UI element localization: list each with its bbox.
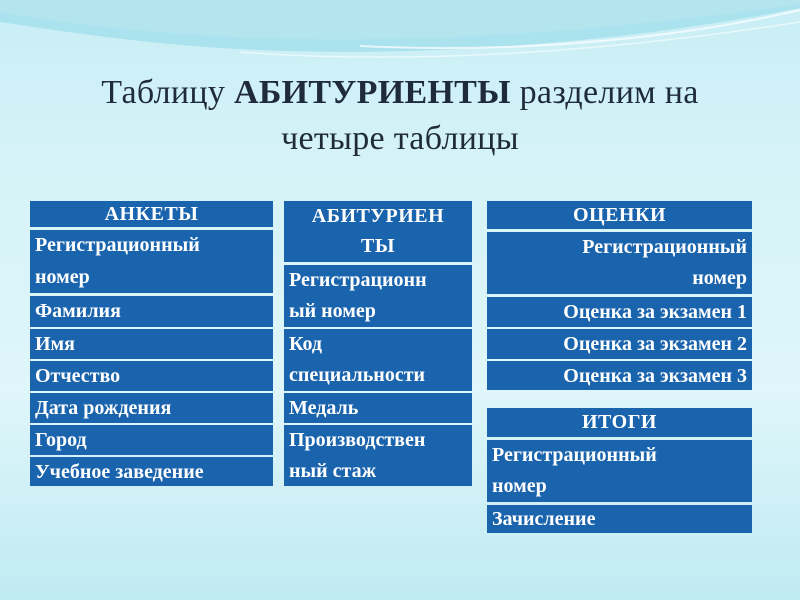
table-cell: Код: [284, 329, 472, 360]
table-cell: Оценка за экзамен 1: [487, 297, 752, 327]
table-cell: Отчество: [30, 361, 273, 391]
table-cell: Регистрационный: [30, 230, 273, 262]
table-header: ИТОГИ: [487, 408, 752, 437]
table-cell: Город: [30, 425, 273, 455]
table-header: АНКЕТЫ: [30, 201, 273, 227]
table-cell: Оценка за экзамен 3: [487, 361, 752, 390]
page-title: [0, 70, 800, 162]
table-header-continued: ТЫ: [284, 231, 472, 262]
table-header: АБИТУРИЕН: [284, 201, 472, 231]
table-cell: Медаль: [284, 393, 472, 423]
table-cell: Учебное заведение: [30, 457, 273, 486]
decorative-wave: [0, 0, 800, 70]
title-line-1: [0, 70, 800, 116]
table-cell: номер: [30, 262, 273, 293]
title-suffix: разделим на: [510, 74, 699, 111]
table-cell: номер: [487, 263, 752, 294]
table-header: ОЦЕНКИ: [487, 201, 752, 229]
table-cell: Регистрационный: [487, 232, 752, 263]
table-cell: Оценка за экзамен 2: [487, 329, 752, 359]
table-cell: Регистрационный: [487, 440, 752, 471]
table-cell: Дата рождения: [30, 393, 273, 423]
title-line-2: четыре таблицы: [281, 120, 519, 157]
title-prefix: Таблицу: [101, 74, 235, 111]
table-cell: ный стаж: [284, 456, 472, 486]
table-cell: номер: [487, 471, 752, 502]
table-cell: специальности: [284, 360, 472, 391]
title-bold-word: АБИТУРИЕНТЫ: [234, 74, 511, 111]
table-cell: Фамилия: [30, 296, 273, 327]
table-cell: Регистрационн: [284, 265, 472, 296]
table-cell: ый номер: [284, 296, 472, 327]
table-cell: Зачисление: [487, 505, 752, 533]
table-cell: Имя: [30, 329, 273, 359]
table-cell: Производствен: [284, 425, 472, 456]
